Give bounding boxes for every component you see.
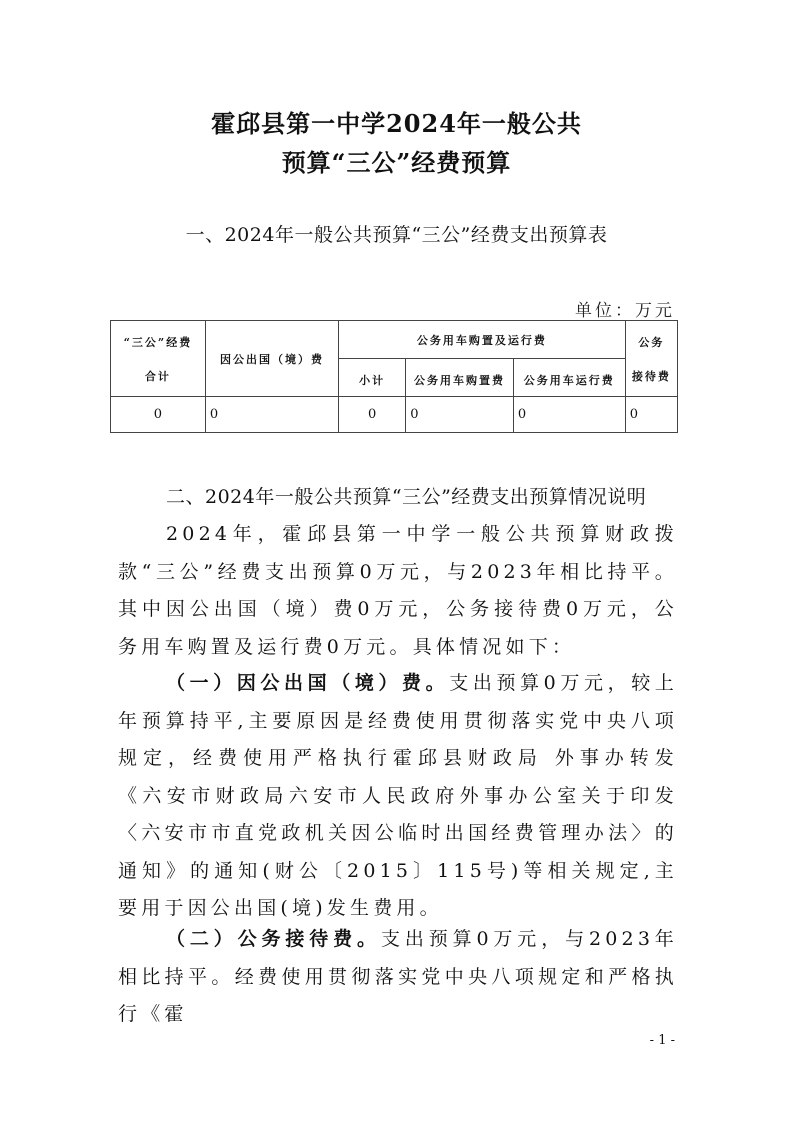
header-abroad: 因公出国（境）费: [205, 321, 338, 397]
section1-heading: 一、2024年一般公共预算“三公”经费支出预算表: [185, 224, 608, 246]
paragraph-reception-lead: （二）公务接待费。: [166, 928, 381, 950]
document-title-line2: 预算“三公”经费预算: [281, 148, 512, 177]
table-row: [111, 397, 678, 433]
header-vehicle-subtotal: 小计: [339, 359, 406, 397]
value-vehicle-operation: 0: [513, 397, 625, 433]
paragraph-summary: 2024年，霍邱县第一中学一般公共预算财政拨款“三公”经费支出预算0万元，与2023年相比持平。其中因公出国（境）费0万元，公务接待费0万元，公务用车购置及运行费0万元。具体情况如下：: [118, 523, 678, 658]
value-abroad: 0: [205, 397, 338, 433]
header-reception-line1: 公务: [638, 335, 665, 349]
paragraph-reception: [118, 921, 678, 1034]
header-vehicle-operation: 公务用车运行费: [513, 359, 625, 397]
value-reception: 0: [625, 397, 677, 433]
header-vehicle-purchase: 公务用车购置费: [406, 359, 514, 397]
header-vehicle-group: 公务用车购置及运行费: [339, 321, 626, 359]
paragraph-abroad-lead: （一）因公出国（境）费。: [166, 672, 450, 694]
value-total: 0: [111, 397, 206, 433]
header-total: [111, 321, 206, 397]
value-vehicle-subtotal: 0: [339, 397, 406, 433]
paragraph-abroad: [118, 665, 678, 928]
budget-table: [110, 320, 678, 433]
unit-label: 单位：万元: [575, 301, 675, 321]
header-total-line1: “三公”经费: [123, 335, 193, 349]
document-title-line1: 霍邱县第一中学2024年一般公共: [211, 109, 582, 138]
paragraph-abroad-body: 支出预算0万元，较上年预算持平,主要原因是经费使用贯彻落实党中央八项规定，经费使用严格执行霍邱县财政局 外事办转发《六安市财政局六安市人民政府外事办公室关于印发〈六安市市直党政机关因公临时出国经费管理办法〉的通知》的通知(财公〔2015〕115号)等相关规定,主要用于因公出国(境)发生费用。: [118, 672, 678, 919]
paragraph-reception-body: 支出预算0万元，与2023年相比持平。经费使用贯彻落实党中央八项规定和严格执行《霍: [118, 928, 678, 1025]
header-total-line2: 合计: [144, 369, 171, 383]
header-reception: [625, 321, 677, 397]
section2-heading: 二、2024年一般公共预算“三公”经费支出预算情况说明: [166, 486, 647, 508]
page-number: - 1 -: [649, 1033, 675, 1048]
header-reception-line2: 接待费: [631, 369, 671, 383]
value-vehicle-purchase: 0: [406, 397, 514, 433]
